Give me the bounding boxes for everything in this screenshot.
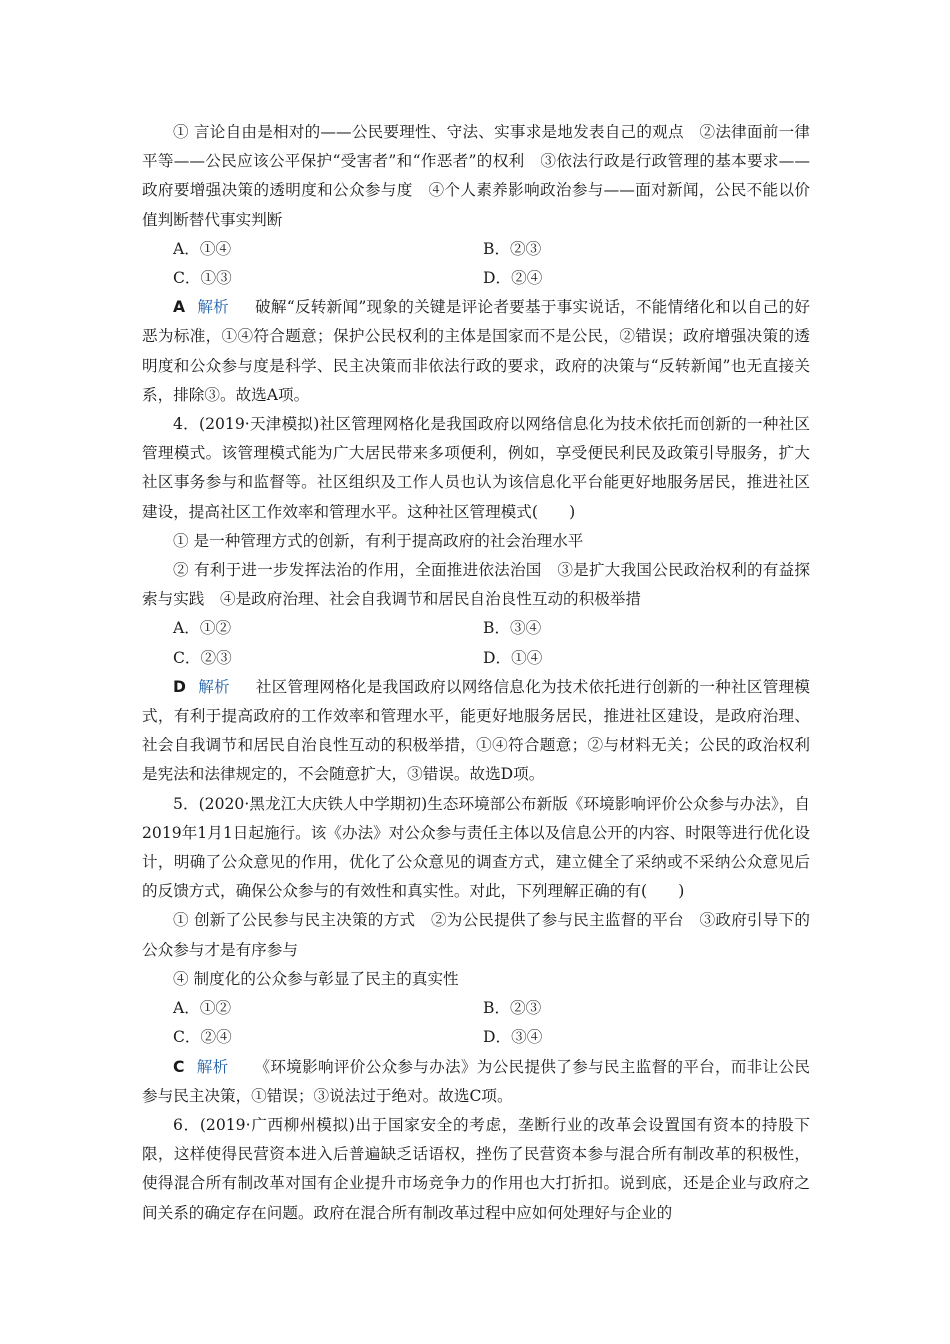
q4-option-a: A．①② xyxy=(173,619,232,638)
q5-options-row-2 xyxy=(142,1023,810,1052)
q4-options-row-2 xyxy=(142,644,810,673)
q5-answer: C xyxy=(173,1057,185,1076)
q4-option-c: C．②③ xyxy=(173,648,232,667)
q3-options-row-2 xyxy=(142,264,810,293)
q5-item-2: ④ 制度化的公众参与彰显了民主的真实性 xyxy=(173,969,459,988)
q5-analysis-label: 解析 xyxy=(196,1057,229,1076)
q5-option-c: C．②④ xyxy=(173,1028,232,1047)
q3-items: ① 言论自由是相对的——公民要理性、守法、实事求是地发表自己的观点 ②法律面前一律平等——公民应该公平保护“受害者”和“作恶者”的权利 ③依法行政是行政管理的基本要求——政府要增强决策的透明度和公众参与度 ④个人素养影响政治参与——面对新闻，公民不能以价值判断替代事实判断 xyxy=(142,123,810,229)
q3-analysis-block xyxy=(142,293,810,410)
q4-analysis-block xyxy=(142,673,810,790)
q5-option-a: A．①② xyxy=(173,999,232,1018)
q4-item-2: ② 有利于进一步发挥法治的作用，全面推进依法治国 ③是扩大我国公民政治权利的有益探索与实践 ④是政府治理、社会自我调节和居民自治良性互动的积极举措 xyxy=(142,561,810,609)
q5-analysis-text: 《环境影响评价公众参与办法》为公民提供了参与民主监督的平台，而非让公民参与民主决策，①错误；③说法过于绝对。故选C项。 xyxy=(142,1057,810,1105)
q4-stem: 4．(2019·天津模拟)社区管理网格化是我国政府以网络信息化为技术依托而创新的一种社区管理模式。该管理模式能为广大居民带来多项便利，例如，享受便民利民及政策引导服务，扩大社区事务参与和监督等。社区组织及工作人员也认为该信息化平台能更好地服务居民，推进社区建设，提高社区工作效率和管理水平。这种社区管理模式( ) xyxy=(142,415,810,521)
q3-option-d: D．②④ xyxy=(483,269,543,288)
q3-option-a: A．①④ xyxy=(173,239,232,258)
q5-option-b: B．②③ xyxy=(483,999,542,1018)
q3-option-c: C．①③ xyxy=(173,269,232,288)
q3-options-row-1 xyxy=(142,235,810,264)
q4-options-row-1 xyxy=(142,614,810,643)
q4-item-1: ① 是一种管理方式的创新，有利于提高政府的社会治理水平 xyxy=(173,531,584,550)
q4-analysis-text: 社区管理网格化是我国政府以网络信息化为技术依托进行创新的一种社区管理模式，有利于提高政府的工作效率和管理水平，能更好地服务居民，推进社区建设，是政府治理、社会自我调节和居民自治良性互动的积极举措，①④符合题意；②与材料无关；公民的政治权利是宪法和法律规定的，不会随意扩大，③错误。故选D项。 xyxy=(142,677,810,784)
q3-analysis-text: 破解“反转新闻”现象的关键是评论者要基于事实说话，不能情绪化和以自己的好恶为标准，①④符合题意；保护公民权利的主体是国家而不是公民，②错误；政府增强决策的透明度和公众参与度是科学、民主决策而非依法行政的要求，政府的决策与“反转新闻”也无直接关系，排除③。故选A项。 xyxy=(142,298,810,404)
q4-option-b: B．③④ xyxy=(483,619,542,638)
q5-analysis-block xyxy=(142,1053,810,1111)
q6-stem: 6．(2019·广西柳州模拟)出于国家安全的考虑，垄断行业的改革会设置国有资本的持股下限，这样使得民营资本进入后普遍缺乏话语权，挫伤了民营资本参与混合所有制改革的积极性，使得混合所有制改革对国有企业提升市场竞争力的作用也大打折扣。说到底，还是企业与政府之间关系的确定存在问题。政府在混合所有制改革过程中应如何处理好与企业的 xyxy=(142,1115,810,1222)
q5-item-1: ① 创新了公民参与民主决策的方式 ②为公民提供了参与民主监督的平台 ③政府引导下的公众参与才是有序参与 xyxy=(142,911,810,959)
q3-answer: A xyxy=(173,298,186,317)
q3-option-b: B．②③ xyxy=(483,239,542,258)
q4-option-d: D．①④ xyxy=(483,648,543,667)
q4-answer: D xyxy=(173,677,186,696)
q5-option-d: D．③④ xyxy=(483,1028,543,1047)
q5-stem: 5．(2020·黑龙江大庆铁人中学期初)生态环境部公布新版《环境影响评价公众参与办法》，自2019年1月1日起施行。该《办法》对公众参与责任主体以及信息公开的内容、时限等进行优化设计，明确了公众意见的作用，优化了公众意见的调查方式，建立健全了采纳或不采纳公众意见后的反馈方式，确保公众参与的有效性和真实性。对此，下列理解正确的有( ) xyxy=(142,794,810,901)
q3-analysis-label: 解析 xyxy=(197,298,230,317)
q4-analysis-label: 解析 xyxy=(197,677,230,696)
q5-options-row-1 xyxy=(142,994,810,1023)
